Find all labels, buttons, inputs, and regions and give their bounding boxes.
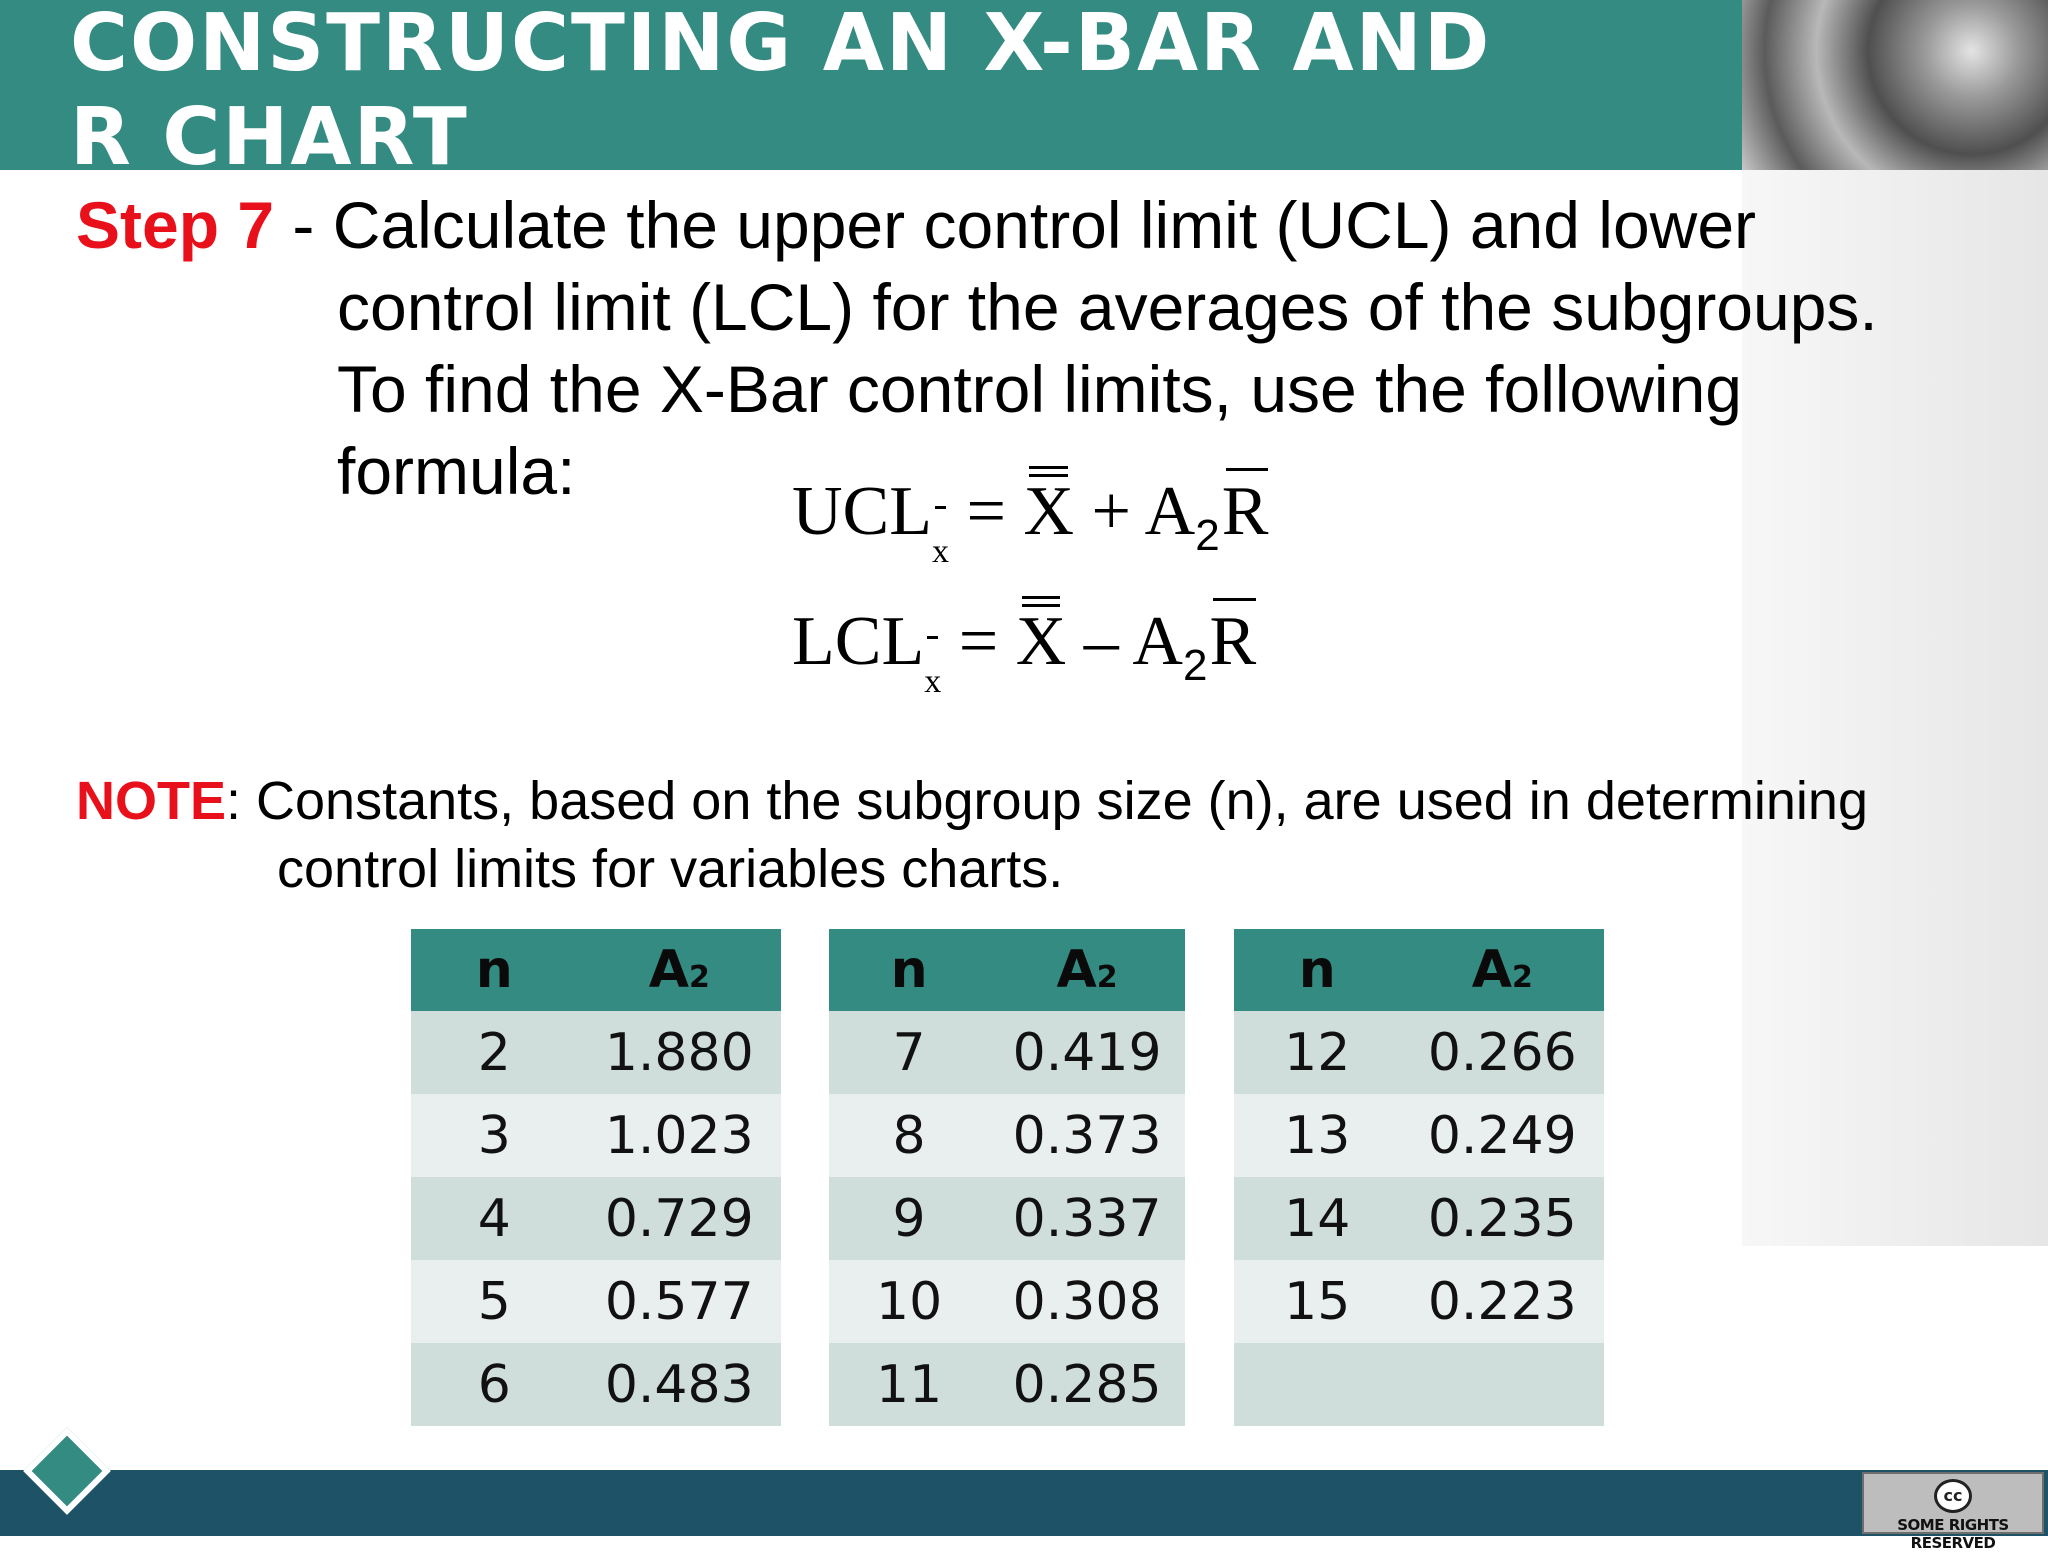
header-n: n [411,929,578,1011]
note-text-1: : Constants, based on the subgroup size (n), are used in determining [226,771,1868,831]
table-row: 13 0.249 [1234,1094,1604,1177]
constants-table-1 [411,929,781,1426]
step-line-1 [76,185,1756,265]
footer-bar [0,1470,2048,1536]
table-row: 14 0.235 [1234,1177,1604,1260]
table-row: 10 0.308 [829,1260,1185,1343]
header-n: n [829,929,989,1011]
table-row: 6 0.483 [411,1343,781,1426]
constants-table-2 [829,929,1185,1426]
title-bar [0,0,1742,170]
ucl-formula: UCLx = $X + A_2R$ [792,472,1268,564]
step-line-2: control limit (LCL) for the averages of the subgroups. [337,270,1878,344]
creative-commons-badge[interactable] [1862,1472,2044,1552]
table-row: 2 1.880 [411,1011,781,1094]
table-row [1234,1343,1604,1426]
constants-table-3 [1234,929,1604,1426]
slide-title: CONSTRUCTING AN X-BAR AND R CHART [70,0,1492,170]
header-a2: A2 [1401,929,1605,1011]
table-row: 5 0.577 [411,1260,781,1343]
header-n: n [1234,929,1401,1011]
note-line-2: control limits for variables charts. [277,839,1064,899]
table-header-row [1234,929,1604,1011]
table-row: 4 0.729 [411,1177,781,1260]
table-row: 12 0.266 [1234,1011,1604,1094]
table-row: 9 0.337 [829,1177,1185,1260]
step-label: Step 7 [76,188,275,262]
table-header-row [411,929,781,1011]
table-row: 7 0.419 [829,1011,1185,1094]
table-row: 8 0.373 [829,1094,1185,1177]
header-decorative-image [1742,0,2048,170]
header-a2: A2 [578,929,782,1011]
table-row: 15 0.223 [1234,1260,1604,1343]
cc-badge-text: SOME RIGHTS RESERVED [1897,1516,2009,1552]
step-text-1: - Calculate the upper control limit (UCL) and lower [274,188,1757,262]
lcl-formula: LCLx = X – $A_2R$ [792,602,1256,694]
table-row: 3 1.023 [411,1094,781,1177]
step-line-4: formula: [337,434,576,508]
note-label: NOTE [76,771,227,831]
cc-icon: cc [1934,1479,1972,1513]
header-a2: A2 [989,929,1185,1011]
step-line-3: To find the X-Bar control limits, use the following [337,352,1742,426]
note-line-1 [76,768,1868,834]
table-header-row [829,929,1185,1011]
table-row: 11 0.285 [829,1343,1185,1426]
